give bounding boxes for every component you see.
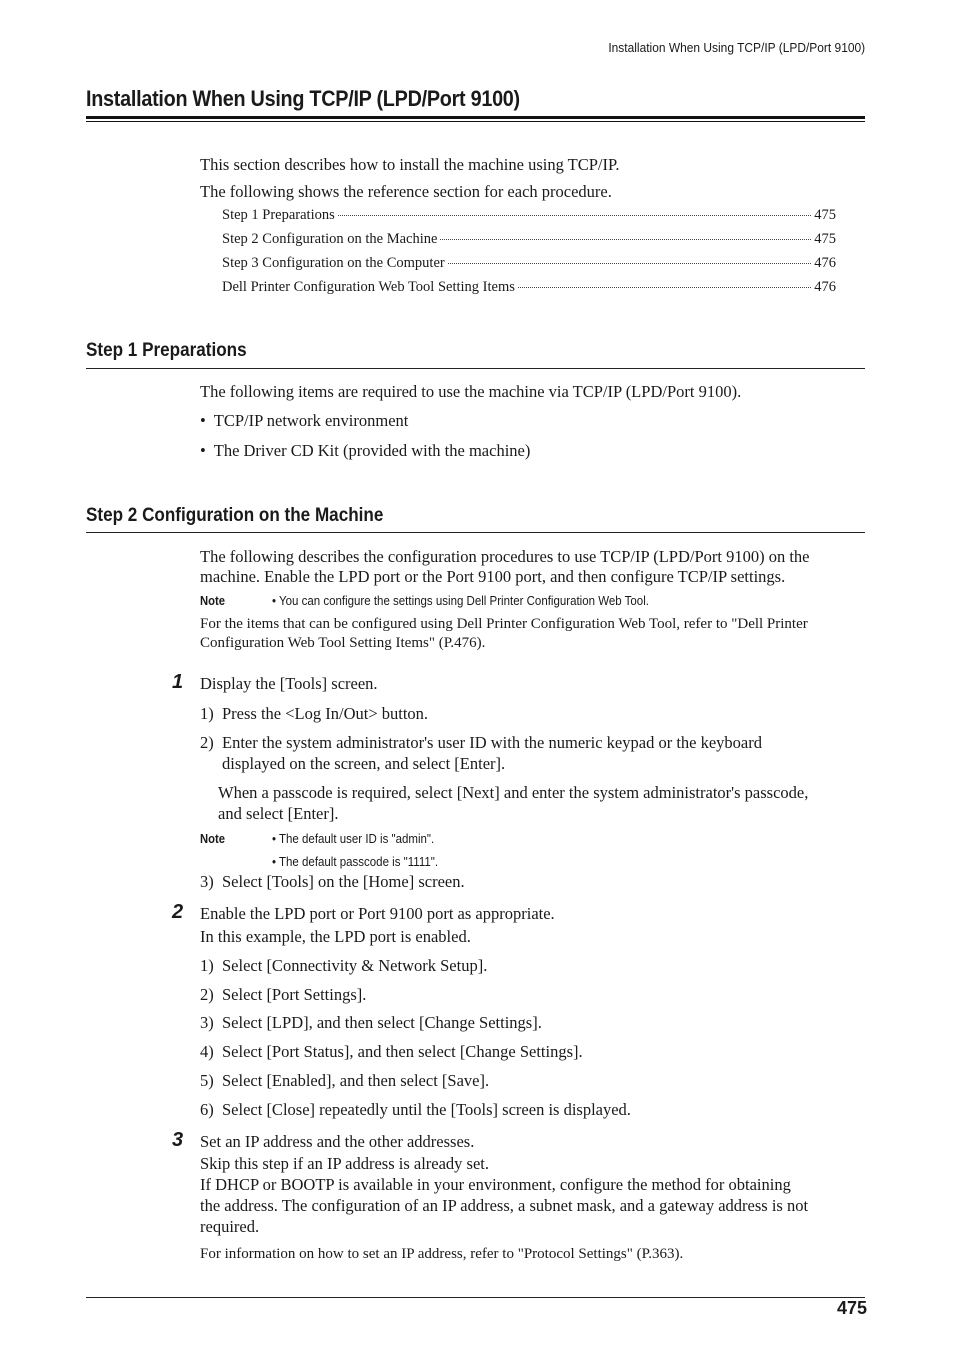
running-header: Installation When Using TCP/IP (LPD/Port 9100): [608, 40, 865, 55]
footer-rule: [86, 1297, 865, 1298]
toc-page: 476: [814, 255, 836, 271]
step1-text: The following items are required to use the machine via TCP/IP (LPD/Port 9100).: [200, 382, 742, 401]
note-text: • You can configure the settings using Dell Printer Configuration Web Tool.: [272, 594, 649, 608]
toc-label: Step 2 Configuration on the Machine: [222, 231, 438, 247]
toc-entry[interactable]: [222, 230, 836, 248]
sub-step-number: 2): [200, 985, 214, 1004]
toc-entry[interactable]: [222, 254, 836, 272]
sub-step-number: 4): [200, 1042, 214, 1061]
note-label: Note: [200, 832, 226, 846]
sub-step-text-cont: displayed on the screen, and select [Enter].: [222, 754, 506, 773]
page-number: 475: [836, 1298, 867, 1318]
sub-step-text: Enter the system administrator's user ID with the numeric keypad or the keyboard: [222, 733, 762, 752]
step-title: Display the [Tools] screen.: [200, 674, 378, 693]
toc-entry[interactable]: [222, 278, 836, 296]
sub-step-text: Select [Port Settings].: [222, 985, 367, 1004]
section-rule: [86, 532, 865, 533]
sub-step-text: Select [Enabled], and then select [Save].: [222, 1071, 490, 1090]
intro-line-2: The following shows the reference section for each procedure.: [200, 182, 612, 201]
toc-label: Step 1 Preparations: [222, 207, 335, 223]
sub-step-text: Select [Close] repeatedly until the [Tools] screen is displayed.: [222, 1100, 631, 1119]
step3-line: Set an IP address and the other addresses.: [200, 1132, 475, 1151]
intro-line-1: This section describes how to install the machine using TCP/IP.: [200, 155, 620, 174]
sub-step-number: 3): [200, 1013, 214, 1032]
step-number: 2: [172, 901, 184, 923]
sub-step-text: Select [Port Status], and then select [Change Settings].: [222, 1042, 583, 1061]
toc-page: 475: [814, 231, 836, 247]
sub-step-text: Select [Connectivity & Network Setup].: [222, 956, 488, 975]
bullet-text: TCP/IP network environment: [213, 411, 409, 430]
toc-leader: [518, 287, 811, 288]
section-heading-step2: Step 2 Configuration on the Machine: [86, 505, 384, 526]
sub-step-text: Select [LPD], and then select [Change Settings].: [222, 1013, 542, 1032]
passcode-para-1: When a passcode is required, select [Next] and enter the system administrator's passcode,: [218, 783, 809, 802]
sub-step-number: 1): [200, 956, 214, 975]
step3-line: required.: [200, 1217, 260, 1236]
note-ref-2: Configuration Web Tool Setting Items" (P.476).: [200, 635, 486, 651]
note-label: Note: [200, 594, 226, 608]
note-text: • The default passcode is "1111".: [272, 855, 439, 869]
sub-step-text: Press the <Log In/Out> button.: [222, 704, 429, 723]
title-rule-thin: [86, 121, 865, 122]
toc-page: 475: [814, 207, 836, 223]
step3-line: If DHCP or BOOTP is available in your environment, configure the method for obtaining: [200, 1175, 791, 1194]
title-rule: [86, 116, 865, 119]
bullet-item: [200, 410, 408, 431]
sub-step-number: 5): [200, 1071, 214, 1090]
note-ref-1: For the items that can be configured using Dell Printer Configuration Web Tool, refer to "Dell Printer: [200, 616, 808, 632]
toc-label: Step 3 Configuration on the Computer: [222, 255, 445, 271]
bullet-text: The Driver CD Kit (provided with the machine): [213, 441, 531, 460]
page-title: Installation When Using TCP/IP (LPD/Port 9100): [86, 86, 520, 111]
step2-text-1: The following describes the configuration procedures to use TCP/IP (LPD/Port 9100) on the: [200, 547, 810, 566]
toc-label: Dell Printer Configuration Web Tool Setting Items: [222, 279, 515, 295]
step2-text-2: machine. Enable the LPD port or the Port 9100 port, and then configure TCP/IP settings.: [200, 567, 786, 586]
note-text: • The default user ID is "admin".: [272, 832, 435, 846]
toc-leader: [440, 239, 811, 240]
toc-leader: [338, 215, 811, 216]
step3-reference: For information on how to set an IP address, refer to "Protocol Settings" (P.363).: [200, 1246, 684, 1262]
sub-step-number: 2): [200, 733, 214, 752]
toc-page: 476: [814, 279, 836, 295]
section-rule: [86, 368, 865, 369]
sub-step-text: Select [Tools] on the [Home] screen.: [222, 872, 465, 891]
step-title-cont: In this example, the LPD port is enabled.: [200, 927, 471, 946]
bullet-icon: •: [200, 441, 206, 460]
bullet-item: [200, 440, 530, 461]
toc-entry[interactable]: [222, 206, 836, 224]
step-number: 3: [172, 1129, 184, 1151]
bullet-icon: •: [200, 411, 206, 430]
sub-step-number: 6): [200, 1100, 214, 1119]
step-title: Enable the LPD port or Port 9100 port as appropriate.: [200, 904, 555, 923]
step3-line: Skip this step if an IP address is already set.: [200, 1154, 490, 1173]
step3-line: the address. The configuration of an IP address, a subnet mask, and a gateway address is not: [200, 1196, 809, 1215]
sub-step-number: 1): [200, 704, 214, 723]
section-heading-step1: Step 1 Preparations: [86, 340, 247, 361]
passcode-para-2: and select [Enter].: [218, 804, 339, 823]
step-number: 1: [172, 671, 184, 693]
toc-leader: [448, 263, 812, 264]
sub-step-number: 3): [200, 872, 214, 891]
